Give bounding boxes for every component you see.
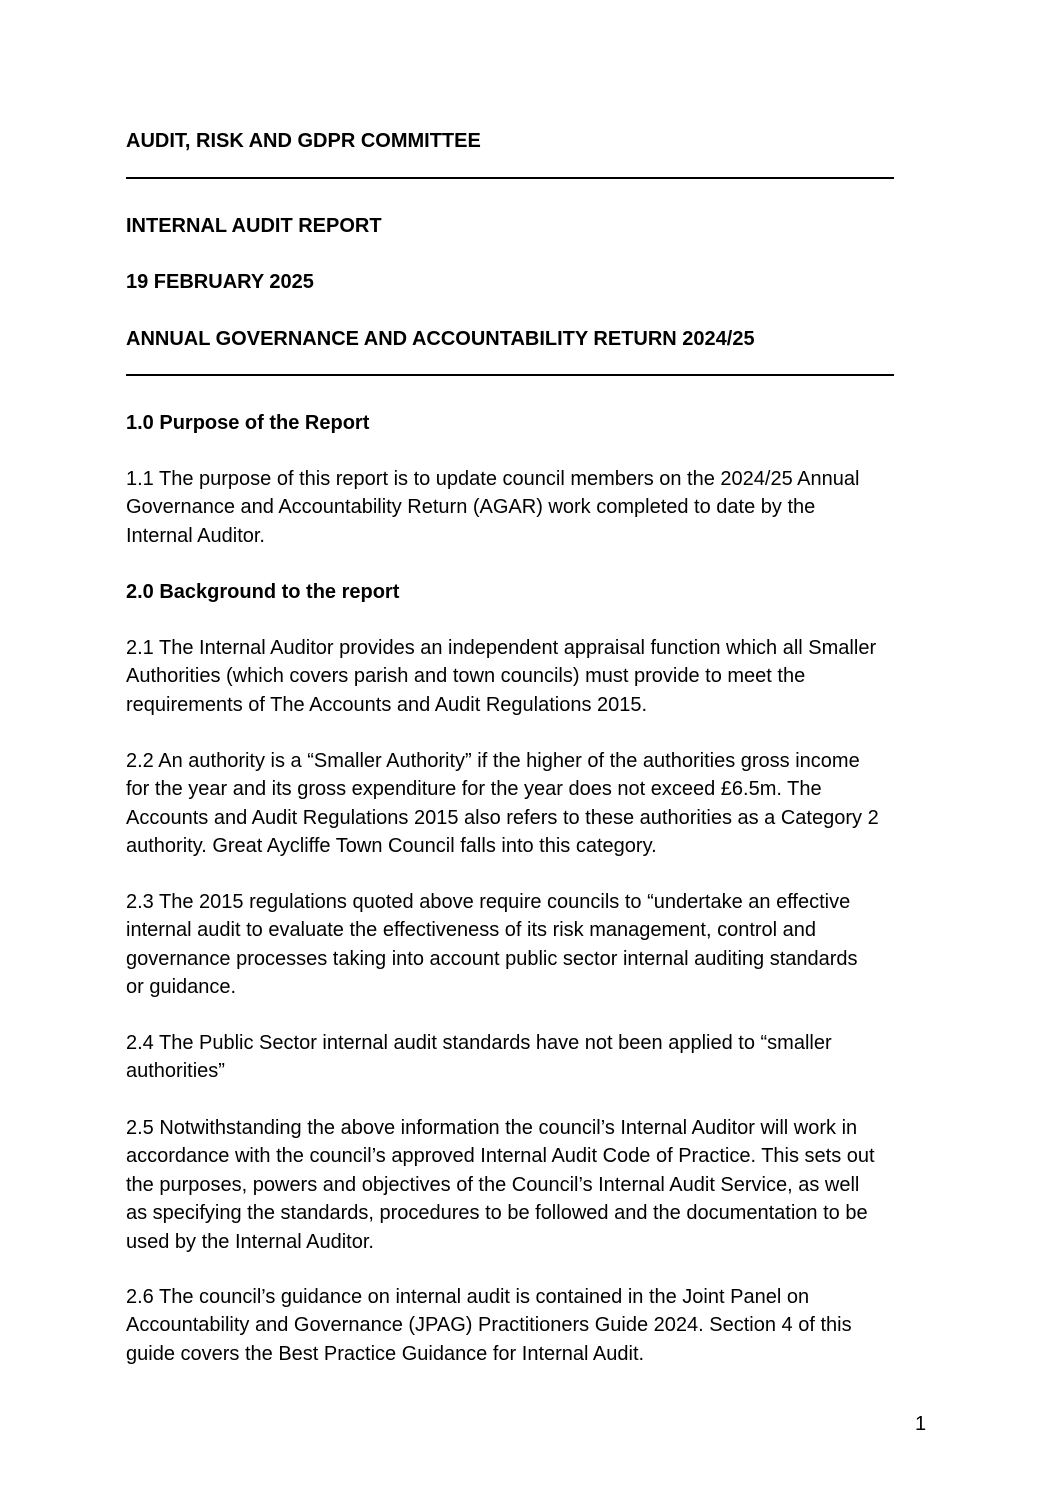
paragraph-line: 2.3 The 2015 regulations quoted above require councils to “undertake an effective [126, 891, 851, 913]
paragraph-2-3 [126, 888, 938, 1002]
paragraph-2-2 [126, 747, 938, 861]
paragraph-line: or guidance. [126, 976, 237, 999]
paragraph-line: authority. Great Aycliffe Town Council falls into this category. [126, 835, 657, 858]
paragraph-line: for the year and its gross expenditure for the year does not exceed £6.5m. The [126, 778, 822, 801]
section-heading-background: 2.0 Background to the report [126, 581, 400, 603]
paragraph-line: requirements of The Accounts and Audit Regulations 2015. [126, 693, 648, 716]
paragraph-line: 2.2 An authority is a “Smaller Authority” if the higher of the authorities gross income [126, 750, 860, 772]
paragraph-line: Governance and Accountability Return (AGAR) work completed to date by the [126, 496, 816, 519]
paragraph-line: used by the Internal Auditor. [126, 1230, 374, 1253]
divider-top [126, 177, 894, 179]
paragraph-line: 2.4 The Public Sector internal audit standards have not been applied to “smaller [126, 1032, 832, 1054]
paragraph-2-1 [126, 634, 938, 719]
paragraph-1-1 [126, 465, 938, 550]
report-date: 19 FEBRUARY 2025 [126, 271, 314, 293]
paragraph-line: Internal Auditor. [126, 524, 265, 547]
paragraph-line: 2.5 Notwithstanding the above information the council’s Internal Auditor will work in [126, 1117, 858, 1139]
report-subject: ANNUAL GOVERNANCE AND ACCOUNTABILITY RETURN 2024/25 [126, 328, 755, 350]
paragraph-line: governance processes taking into account public sector internal auditing standards [126, 947, 858, 970]
paragraph-line: internal audit to evaluate the effectiveness of its risk management, control and [126, 919, 817, 942]
paragraph-line: 2.6 The council’s guidance on internal audit is contained in the Joint Panel on [126, 1286, 810, 1308]
paragraph-2-5 [126, 1114, 938, 1256]
paragraph-2-4 [126, 1029, 938, 1086]
paragraph-line: authorities” [126, 1060, 225, 1083]
committee-title: AUDIT, RISK AND GDPR COMMITTEE [126, 130, 481, 152]
paragraph-line: as specifying the standards, procedures to be followed and the documentation to be [126, 1202, 868, 1225]
paragraph-line: 1.1 The purpose of this report is to update council members on the 2024/25 Annual [126, 468, 860, 490]
paragraph-2-6 [126, 1283, 938, 1368]
paragraph-line: Accountability and Governance (JPAG) Practitioners Guide 2024. Section 4 of this [126, 1314, 852, 1337]
paragraph-line: guide covers the Best Practice Guidance for Internal Audit. [126, 1342, 645, 1365]
paragraph-line: Authorities (which covers parish and town councils) must provide to meet the [126, 665, 806, 688]
page-number: 1 [915, 1413, 927, 1435]
paragraph-line: accordance with the council’s approved Internal Audit Code of Practice. This sets out [126, 1145, 875, 1168]
paragraph-line: Accounts and Audit Regulations 2015 also refers to these authorities as a Category 2 [126, 806, 879, 829]
paragraph-line: the purposes, powers and objectives of the Council’s Internal Audit Service, as well [126, 1173, 860, 1196]
paragraph-line: 2.1 The Internal Auditor provides an independent appraisal function which all Smaller [126, 637, 877, 659]
divider-bottom [126, 374, 894, 376]
report-type: INTERNAL AUDIT REPORT [126, 215, 382, 237]
section-heading-purpose: 1.0 Purpose of the Report [126, 412, 370, 434]
